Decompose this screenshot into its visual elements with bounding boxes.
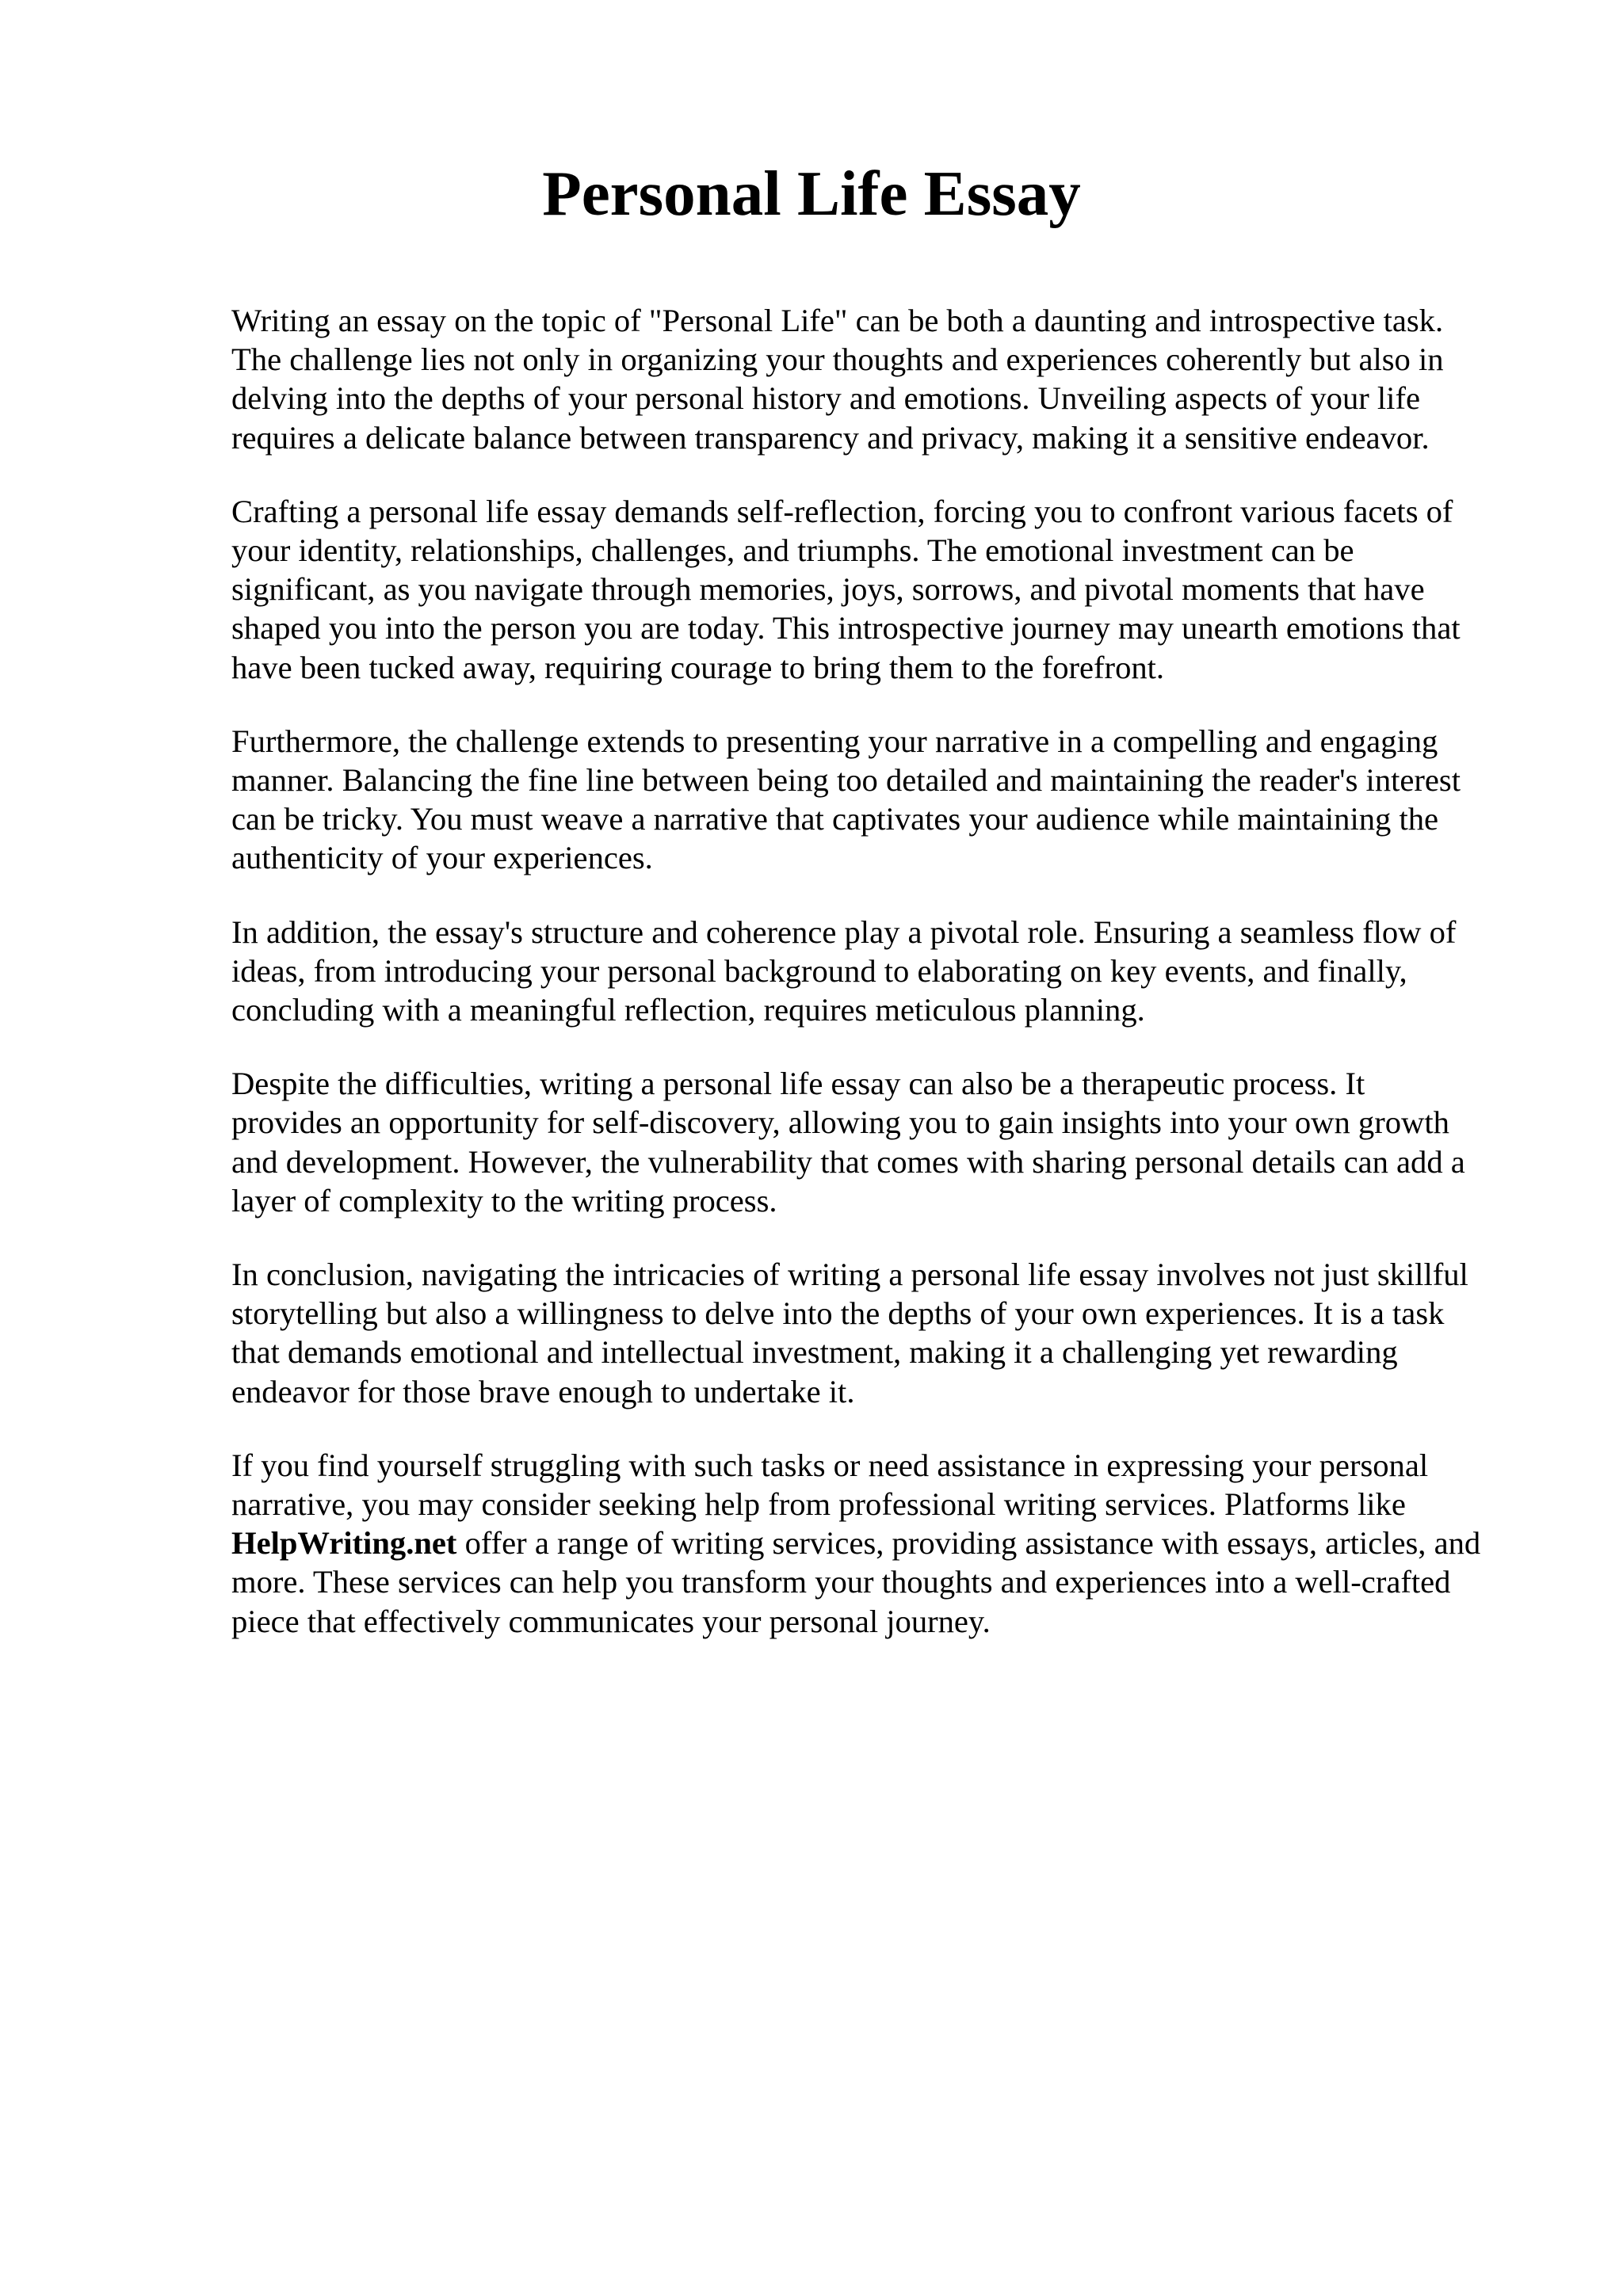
- text-line: layer of complexity to the writing process.: [231, 1182, 777, 1219]
- brand-line-text: offer a range of writing services, providing assistance with essays, articles, and: [456, 1525, 1481, 1562]
- text-line: manner. Balancing the fine line between being too detailed and maintaining the reader's interest: [231, 762, 1461, 799]
- text-line: your identity, relationships, challenges, and triumphs. The emotional investment can be: [231, 532, 1354, 569]
- text-line: In conclusion, navigating the intricacies of writing a personal life essay involves not just skillful: [231, 1257, 1468, 1293]
- text-line: Furthermore, the challenge extends to presenting your narrative in a compelling and engaging: [231, 723, 1438, 759]
- essay-body: [231, 301, 1531, 1676]
- text-line: Crafting a personal life essay demands self-reflection, forcing you to confront various facets of: [231, 493, 1453, 529]
- text-line: authenticity of your experiences.: [231, 840, 653, 876]
- text-line: Despite the difficulties, writing a personal life essay can also be a therapeutic process. It: [231, 1066, 1365, 1102]
- page-title: Personal Life Essay: [542, 158, 1081, 229]
- text-line: that demands emotional and intellectual investment, making it a challenging yet rewarding: [231, 1334, 1398, 1371]
- text-line: If you find yourself struggling with such tasks or need assistance in expressing your personal: [231, 1447, 1429, 1483]
- brand-name: HelpWriting.net: [231, 1525, 457, 1562]
- text-line: endeavor for those brave enough to undertake it.: [231, 1373, 855, 1409]
- text-line: more. These services can help you transform your thoughts and experiences into a well-crafted: [231, 1564, 1451, 1600]
- paragraph-3: [231, 722, 1531, 878]
- text-line: delving into the depths of your personal history and emotions. Unveiling aspects of your life: [231, 380, 1420, 417]
- text-line: piece that effectively communicates your personal journey.: [231, 1603, 991, 1639]
- text-line: concluding with a meaningful reflection, requires meticulous planning.: [231, 992, 1145, 1028]
- text-line: requires a delicate balance between transparency and privacy, making it a sensitive endeavor.: [231, 419, 1430, 456]
- paragraph-4: [231, 913, 1531, 1030]
- text-line: In addition, the essay's structure and coherence play a pivotal role. Ensuring a seamless flow of: [231, 913, 1457, 950]
- text-line: have been tucked away, requiring courage to bring them to the forefront.: [231, 649, 1165, 685]
- text-line: can be tricky. You must weave a narrative that captivates your audience while maintaining the: [231, 801, 1439, 837]
- text-line: Writing an essay on the topic of "Personal Life" can be both a daunting and introspective task.: [231, 303, 1444, 338]
- paragraph-6: [231, 1255, 1531, 1411]
- text-line: provides an opportunity for self-discovery, allowing you to gain insights into your own growth: [231, 1104, 1449, 1141]
- paragraph-1: [231, 301, 1531, 457]
- text-line: ideas, from introducing your personal background to elaborating on key events, and finally,: [231, 952, 1407, 989]
- text-line: shaped you into the person you are today. This introspective journey may unearth emotions that: [231, 610, 1461, 646]
- paragraph-2: [231, 492, 1531, 687]
- text-line: [231, 1524, 1531, 1562]
- text-line: narrative, you may consider seeking help from professional writing services. Platforms like: [231, 1486, 1406, 1523]
- paragraph-closing: [231, 1446, 1531, 1641]
- text-line: significant, as you navigate through memories, joys, sorrows, and pivotal moments that have: [231, 571, 1425, 608]
- text-line: storytelling but also a willingness to delve into the depths of your own experiences. It is a task: [231, 1295, 1445, 1332]
- text-line: and development. However, the vulnerability that comes with sharing personal details can add a: [231, 1143, 1465, 1180]
- text-line: The challenge lies not only in organizing your thoughts and experiences coherently but also in: [231, 341, 1444, 378]
- paragraph-5: [231, 1064, 1531, 1220]
